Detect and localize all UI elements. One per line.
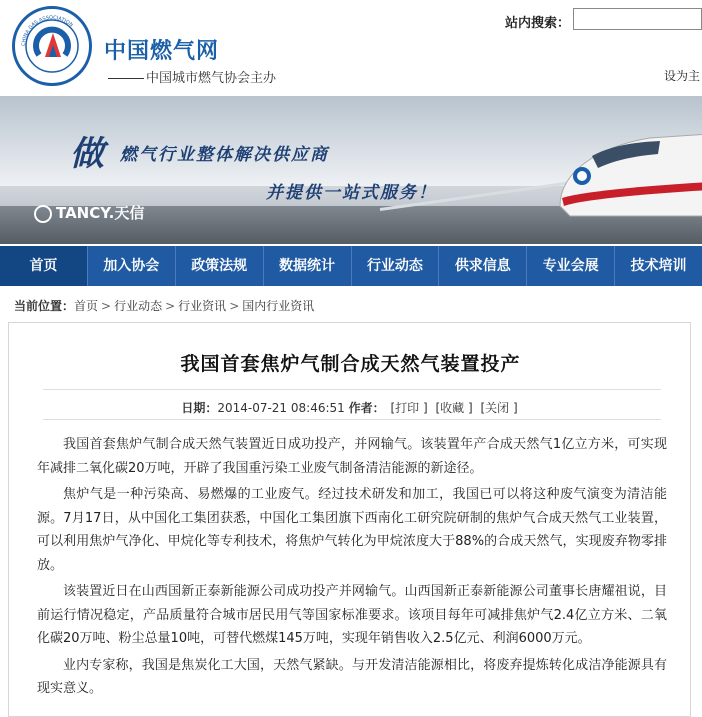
train-icon (540, 116, 702, 226)
ad-banner[interactable] (0, 96, 702, 244)
breadcrumb-domestic-info[interactable]: 国内行业资讯 (242, 299, 315, 313)
set-homepage-link[interactable]: 设为主 (664, 69, 701, 83)
article-date: 2014-07-21 08:46:51 (217, 401, 345, 415)
main-nav (0, 246, 702, 286)
breadcrumb-home[interactable]: 首页 (74, 299, 99, 313)
breadcrumb-industry-info[interactable]: 行业资讯 (178, 299, 227, 313)
breadcrumb-label: 当前位置： (14, 299, 75, 313)
nav-training[interactable]: 技术培训 (630, 258, 687, 274)
nav-home[interactable]: 首页 (0, 246, 88, 286)
nav-supply-demand[interactable]: 供求信息 (439, 246, 527, 286)
site-subtitle-text: 中国城市燃气协会主办 (146, 71, 277, 86)
meta-divider (43, 419, 661, 420)
favorite-link[interactable]: [收藏 ] (435, 401, 473, 415)
breadcrumb-separator: > (229, 299, 240, 313)
breadcrumb-industry-news[interactable]: 行业动态 (114, 299, 163, 313)
banner-brand-text: TANCY.天信 (56, 204, 145, 222)
print-link[interactable]: [打印 ] (390, 401, 428, 415)
article-paragraph: 焦炉气是一种污染高、易燃爆的工业废气。经过技术研发和加工，我国已可以将这种废气演变为清洁能源。7月17日，从中国化工集团获悉，中国化工集团旗下西南化工研究院研制的焦炉气合成天然气工业装置，可以利用焦炉气净化、甲烷化等专利技术，将焦炉气转化为甲烷浓度大于88%的合成天然气，实现废弃物零排放。 (37, 487, 667, 573)
association-logo[interactable] (12, 6, 92, 86)
banner-brand (34, 202, 144, 223)
svg-text:CHINA GAS ASSOCIATION: CHINA GAS ASSOCIATION (20, 14, 74, 47)
subtitle-dash (108, 78, 144, 79)
nav-statistics[interactable]: 数据统计 (264, 246, 352, 286)
article-meta (9, 399, 692, 416)
search-label: 站内搜索： (505, 16, 571, 31)
close-link[interactable]: [关闭 ] (480, 401, 518, 415)
logo-emblem-icon (15, 9, 89, 83)
site-title[interactable]: 中国燃气网 (104, 39, 220, 64)
author-label: 作者： (348, 401, 385, 415)
article-paragraph: 我国首套焦炉气制合成天然气装置近日成功投产，并网输气。该装置年产合成天然气1亿立方米，可实现年减排二氧化碳20万吨，开辟了我国重污染工业废气制备清洁能源的新途径。 (37, 437, 667, 476)
banner-slogan-2: 并提供一站式服务！ (266, 183, 437, 203)
banner-slogan-1: 燃气行业整体解决供应商 (120, 145, 329, 165)
site-subtitle (108, 67, 276, 86)
article-paragraph: 业内专家称，我国是焦炭化工大国，天然气紧缺。与开发清洁能源相比，将废弃提炼转化成洁净能源具有现实意义。 (37, 657, 667, 696)
brand-ring-icon (34, 205, 52, 223)
article-paragraph: 该装置近日在山西国新正泰新能源公司成功投产并网输气。山西国新正泰新能源公司董事长唐耀祖说，目前运行情况稳定，产品质量符合城市居民用气等国家标准要求。该项目每年可减排焦炉气2.4亿立方米、二氧化碳20万吨、粉尘总量10吨，可替代燃煤145万吨，实现年销售收入2.5亿元、利润6000万元。 (37, 584, 667, 646)
search-input[interactable] (573, 8, 702, 30)
nav-join-association[interactable]: 加入协会 (88, 246, 176, 286)
breadcrumb (14, 297, 314, 314)
nav-exhibitions[interactable]: 专业会展 (527, 246, 615, 286)
breadcrumb-separator: > (165, 299, 176, 313)
article-title: 我国首套焦炉气制合成天然气装置投产 (180, 353, 521, 375)
date-label: 日期： (181, 401, 218, 415)
banner-big-char: 做 (70, 134, 104, 174)
site-header (0, 0, 702, 96)
title-divider (43, 389, 661, 390)
article-body (37, 433, 667, 704)
article-panel (8, 322, 691, 717)
breadcrumb-separator: > (101, 299, 112, 313)
nav-policy[interactable]: 政策法规 (176, 246, 264, 286)
nav-industry-news[interactable]: 行业动态 (352, 246, 440, 286)
